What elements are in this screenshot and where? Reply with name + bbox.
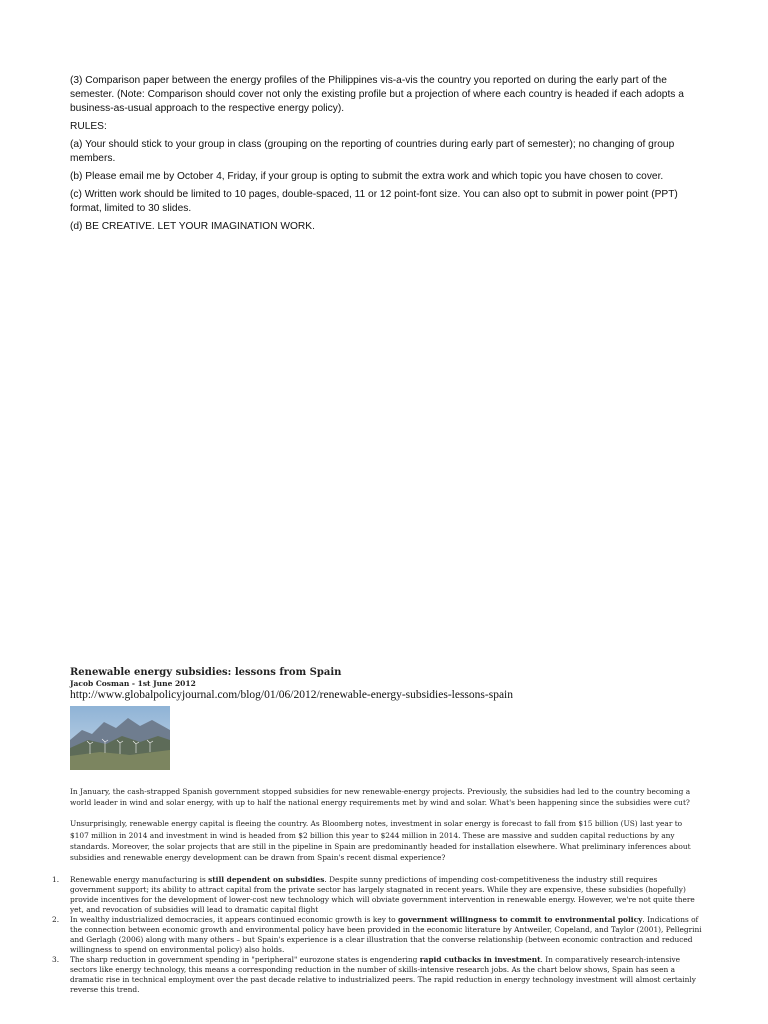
- rules-heading: RULES:: [70, 121, 107, 132]
- point-text: . Despite sunny predictions of impending cost-competitiveness the industry still requires government support; its ability to attract capital from the private sector has largely stagnated in recent years. While they are expensive, these subsidies (hopefully) provide incentives for the development of lower-cost new technology which will obviate government intervention in renewable energy. However, we're not quite there yet, and revocation of subsidies will lead to dramatic capital flight: [70, 875, 695, 915]
- article-url[interactable]: http://www.globalpolicyjournal.com/blog/01/06/2012/renewable-energy-subsidies-lessons-spain: [70, 689, 513, 701]
- article-byline: Jacob Cosman - 1st June 2012: [70, 679, 196, 688]
- list-number: 3.: [52, 955, 60, 965]
- rule-b: (b) Please email me by October 4, Friday, if your group is opting to submit the extra work and which topic you have chosen to cover.: [70, 171, 664, 182]
- point-emphasis: still dependent on subsidies: [208, 875, 325, 885]
- rule-c: (c) Written work should be limited to 10 pages, double-spaced, 11 or 12 point-font size. You can also opt to submit in power point (PPT) format, limited to 30 slides.: [70, 189, 678, 214]
- point-text: . In comparatively research-intensive sectors like energy technology, this means a corresponding reduction in the number of skills-intensive research jobs. As the chart below shows, Spain has seen a dramatic rise in technical employment over the past decade relative to industrialized peers. The rapid reduction in energy technology investment will almost certainly reverse this trend.: [70, 955, 696, 995]
- point-emphasis: government willingness to commit to environmental policy: [397, 915, 643, 925]
- list-number: 2.: [52, 915, 60, 925]
- point-text: . Indications of the connection between economic growth and environmental policy have been provided in the economic literature by Antweiler, Copeland, and Taylor (2001), Pellegrini and Gerlagh (2006) along with many others – but Spain's experience is a clear illustration that the converse relationship (between economic contraction and reduced willingness to spend on environmental policy) also holds.: [70, 915, 702, 955]
- list-item: [52, 955, 702, 995]
- point-text: Renewable energy manufacturing is: [70, 875, 209, 885]
- rule-d: (d) BE CREATIVE. LET YOUR IMAGINATION WORK.: [70, 221, 315, 232]
- list-item: [52, 915, 702, 955]
- assignment-instructions: [70, 74, 700, 238]
- article-paragraph-1: In January, the cash-strapped Spanish government stopped subsidies for new renewable-energy projects. Previously, the subsidies had led to the country becoming a world leader in wind and solar energy, with up to half the national energy requirements met by wind and solar. What's been happening since the subsidies were cut?: [70, 787, 691, 808]
- article-points-list: [52, 875, 702, 995]
- instruction-item-3: (3) Comparison paper between the energy profiles of the Philippines vis-a-vis the country you reported on during the early part of the semester. (Note: Comparison should cover not only the existing profile but a projection of where each country is headed if each adopts a business-as-usual approach to the respective energy policy).: [70, 75, 684, 114]
- point-emphasis: rapid cutbacks in investment: [419, 955, 541, 965]
- article: [52, 667, 702, 995]
- point-text: In wealthy industrialized democracies, it appears continued economic growth is key to: [70, 915, 398, 925]
- list-item: [52, 875, 702, 915]
- point-text: The sharp reduction in government spending in "peripheral" eurozone states is engendering: [70, 955, 420, 965]
- article-paragraph-2: Unsurprisingly, renewable energy capital is fleeing the country. As Bloomberg notes, investment in solar energy is forecast to fall from $15 billion (US) last year to $107 million in 2014 and investment in wind is headed from $2 billion this year to $244 million in 2014. These are massive and sudden capital reductions by any standards. Moreover, the solar projects that are still in the pipeline in Spain are predominantly headed for installation elsewhere. What preliminary inferences about subsidies and renewable energy development can be drawn from Spain's recent dismal experience?: [70, 819, 691, 863]
- wind-turbine-landscape-photo: [70, 706, 170, 770]
- article-title: Renewable energy subsidies: lessons from Spain: [70, 667, 342, 678]
- list-number: 1.: [52, 875, 60, 885]
- rule-a: (a) Your should stick to your group in class (grouping on the reporting of countries during early part of semester); no changing of group members.: [70, 139, 675, 164]
